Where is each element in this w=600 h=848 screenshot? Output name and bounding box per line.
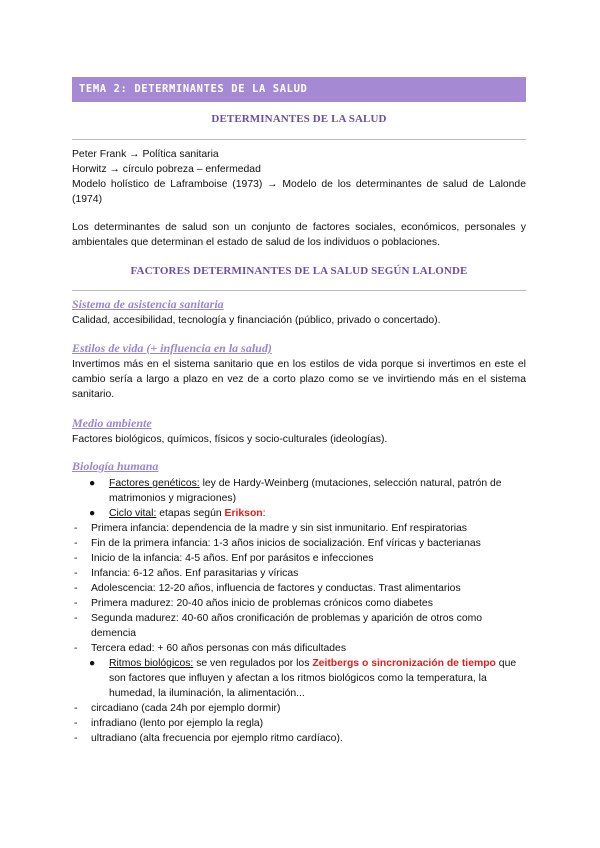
- subheading-sistema: Sistema de asistencia sanitaria: [72, 297, 224, 311]
- list-item-ciclo-stage: [72, 536, 526, 551]
- dash-marker: -: [74, 538, 78, 549]
- ciclo-end: :: [262, 508, 266, 519]
- ritmos-highlight: Zeitbergs o sincronización de tiempo: [312, 658, 496, 669]
- list-item-ciclo-stage: [72, 521, 526, 536]
- list-item-ciclo-stage: [72, 581, 526, 596]
- bullet-icon: ●: [89, 508, 96, 519]
- subheading-estilos: Estilos de vida (+ influencia en la salud): [72, 341, 272, 355]
- dash-marker: -: [74, 733, 78, 744]
- ciclo-label: Ciclo vital:: [109, 508, 157, 519]
- authors-block: [72, 147, 526, 207]
- stage-text: Infancia: 6-12 años. Enf parasitarias y víricas: [91, 568, 299, 579]
- sistema-text: Calidad, accesibilidad, tecnología y financiación (público, privado o concertado).: [72, 315, 441, 326]
- section-title-determinantes: DETERMINANTES DE LA SALUD: [211, 113, 387, 125]
- geneticos-label: Factores genéticos:: [109, 478, 200, 489]
- ritmo-text: circadiano (cada 24h por ejemplo dormir): [91, 703, 281, 714]
- list-item-ciclo-stage: [72, 611, 526, 641]
- definition-paragraph: Los determinantes de salud son un conjunto de factores sociales, económicos, personales y ambientales que determinan el estado de salud de los individuos o poblaciones.: [72, 222, 526, 248]
- stage-text: Segunda madurez: 40-60 años cronificación de problemas y aparición de otros como demencia: [91, 613, 483, 639]
- list-item-ciclo-stage: [72, 596, 526, 611]
- bullet-icon: ●: [89, 658, 96, 669]
- dash-marker: -: [74, 553, 78, 564]
- list-item-ritmos: [72, 656, 526, 701]
- ritmos-label: Ritmos biológicos:: [109, 658, 194, 669]
- subheading-biologia: Biología humana: [72, 459, 159, 473]
- bullet-icon: ●: [89, 478, 96, 489]
- ciclo-text: etapas según: [156, 508, 225, 519]
- dash-marker: -: [74, 718, 78, 729]
- dash-marker: -: [74, 583, 78, 594]
- stage-text: Primera madurez: 20-40 años inicio de problemas crónicos como diabetes: [91, 598, 433, 609]
- stage-text: Fin de la primera infancia: 1-3 años inicios de socialización. Enf víricas y bacterianas: [91, 538, 481, 549]
- dash-marker: -: [74, 598, 78, 609]
- geneticos-text: ley de Hardy-Weinberg (mutaciones, selección natural, patrón de matrimonios y migraciones): [109, 478, 502, 504]
- ritmo-text: infradiano (lento por ejemplo la regla): [91, 718, 264, 729]
- list-item-ciclo-stage: [72, 641, 526, 656]
- ritmo-text: ultradiano (alta frecuencia por ejemplo ritmo cardíaco).: [91, 733, 343, 744]
- list-item-ciclo-stage: [72, 551, 526, 566]
- topic-banner: TEMA 2: DETERMINANTES DE LA SALUD: [72, 77, 526, 102]
- dash-marker: -: [74, 643, 78, 654]
- stage-text: Primera infancia: dependencia de la madre y sin sist inmunitario. Enf respiratorias: [91, 523, 467, 534]
- dash-marker: -: [74, 703, 78, 714]
- ciclo-highlight: Erikson: [224, 508, 263, 519]
- list-item-geneticos: [72, 476, 526, 506]
- author-line-horwitz: Horwitz → círculo pobreza – enfermedad: [72, 164, 261, 175]
- ritmos-end: que son factores que influyen y afectan a los ritmos biológicos como la temperatura, la humedad, la iluminación, la alimentación...: [109, 658, 517, 699]
- section-divider: [72, 290, 526, 291]
- medio-text: Factores biológicos, químicos, físicos y socio-culturales (ideologías).: [72, 434, 388, 445]
- section-divider: [72, 139, 526, 140]
- stage-text: Adolescencia: 12-20 años, influencia de factores y conductas. Trast alimentarios: [91, 583, 461, 594]
- list-item-ciclo-stage: [72, 566, 526, 581]
- list-item-ritmo: [72, 716, 526, 731]
- ritmos-text: se ven regulados por los: [193, 658, 313, 669]
- estilos-text: Invertimos más en el sistema sanitario que en los estilos de vida porque si invertimos en este el cambio sería a largo a plazo en vez de a corto plazo como se ve invirtiendo más en el sistema sanitario.: [72, 359, 526, 400]
- list-item-ritmo: [72, 731, 526, 746]
- dash-marker: -: [74, 613, 78, 624]
- author-line-laframboise: Modelo holístico de Laframboise (1973) → Modelo de los determinantes de salud de Lalonde (1974): [72, 179, 526, 205]
- stage-text: Inicio de la infancia: 4-5 años. Enf por parásitos e infecciones: [91, 553, 374, 564]
- dash-marker: -: [74, 568, 78, 579]
- list-item-ritmo: [72, 701, 526, 716]
- biologia-list: [72, 476, 526, 746]
- dash-marker: -: [74, 523, 78, 534]
- list-item-ciclo: [72, 506, 526, 521]
- stage-text: Tercera edad: + 60 años personas con más dificultades: [91, 643, 347, 654]
- author-line-frank: Peter Frank → Política sanitaria: [72, 149, 219, 160]
- subheading-medio: Medio ambiente: [72, 416, 152, 430]
- section-title-lalonde: FACTORES DETERMINANTES DE LA SALUD SEGÚN LALONDE: [130, 265, 468, 277]
- biologia-list-wrapper: [72, 476, 526, 746]
